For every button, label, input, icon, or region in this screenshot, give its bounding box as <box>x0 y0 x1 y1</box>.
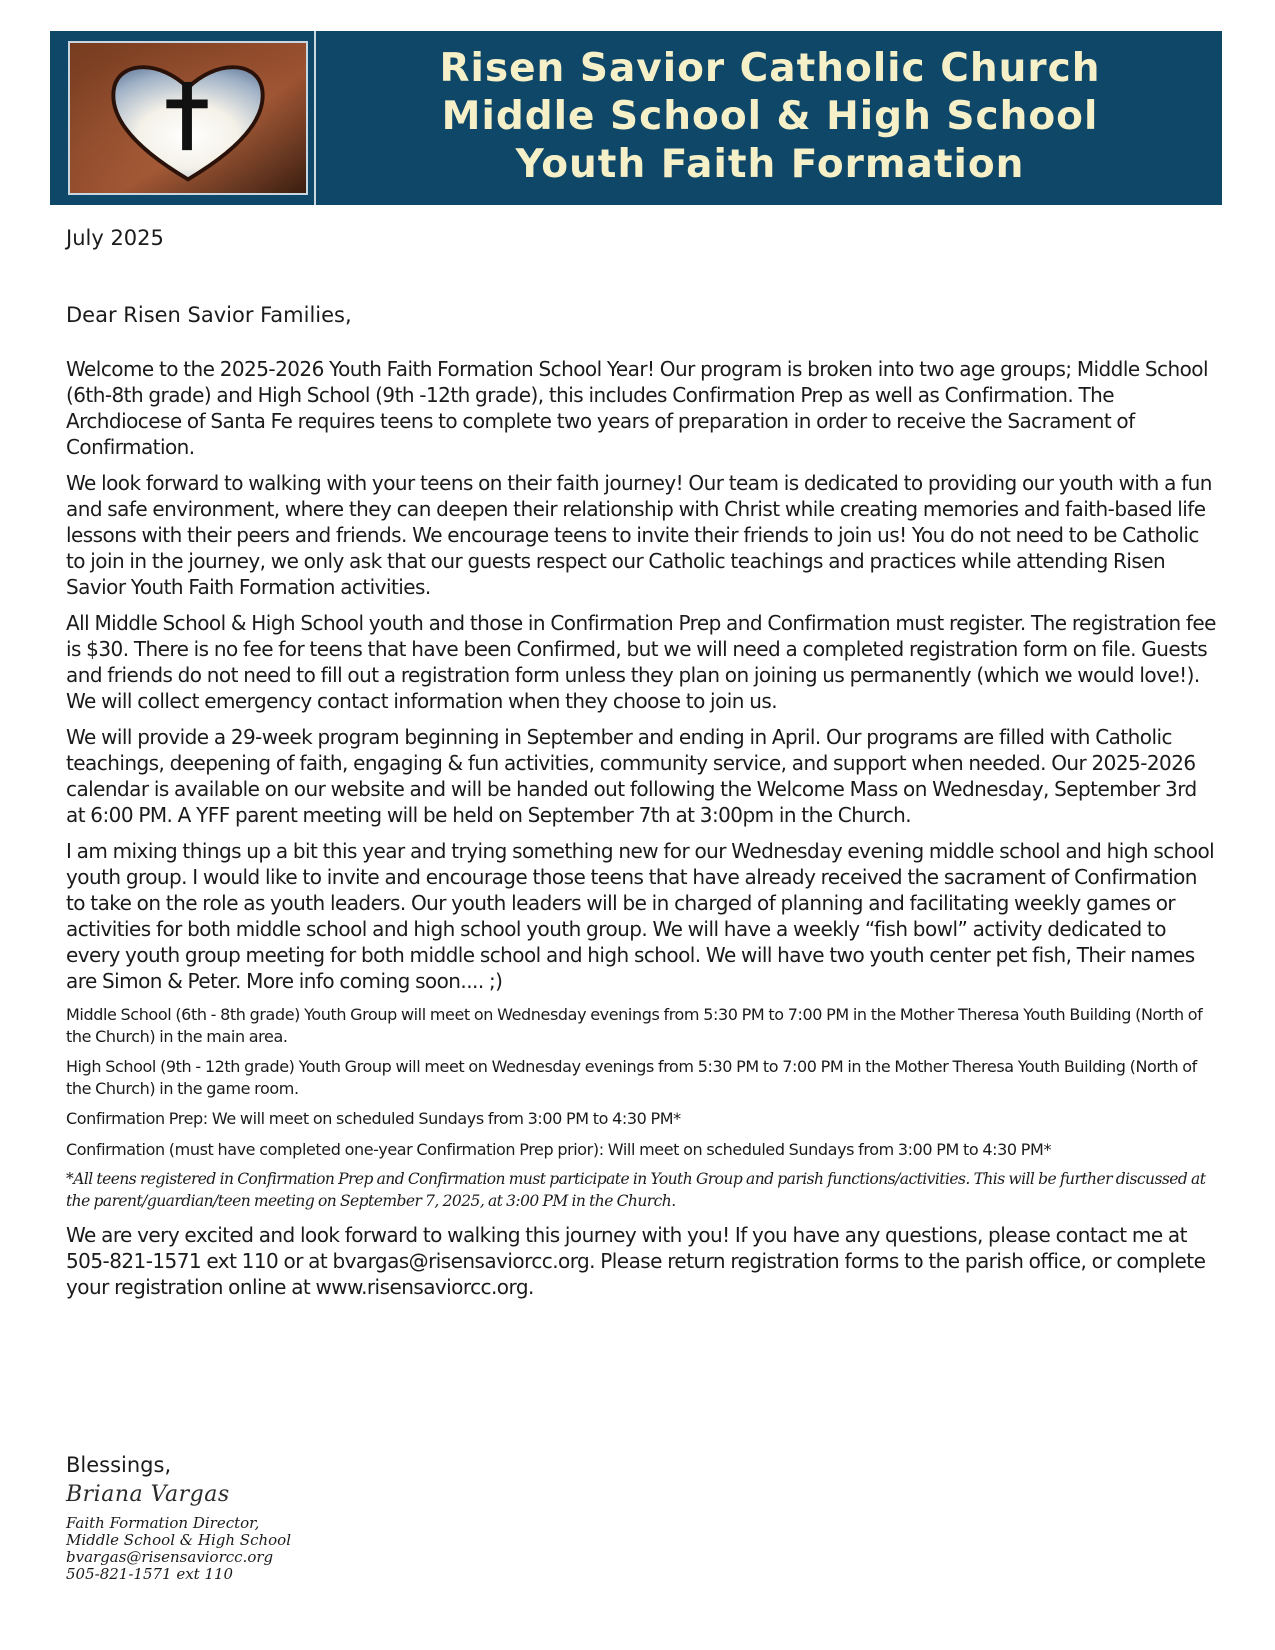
signer-email: bvargas@risensaviorcc.org <box>66 1548 274 1566</box>
salutation: Dear Risen Savior Families, <box>66 303 352 327</box>
schedule-middle-school: Middle School (6th - 8th grade) Youth Group will meet on Wednesday evenings from 5:30 PM to 7:00 PM in the Mother Theresa Youth Building (North of the Church) in the main area. <box>66 1005 1203 1046</box>
paragraph-program: We will provide a 29-week program beginning in September and ending in April. Our programs are filled with Catholic teachings, deepening of faith, engaging & fun activities, community service, and support when needed. Our 2025-2026 calendar is available on our website and will be handed out following the Welcome Mass on Wednesday, September 3rd at 6:00 PM. A YFF parent meeting will be held on September 7th at 3:00pm in the Church. <box>66 725 1197 827</box>
title-line-program: Youth Faith Formation <box>515 142 1025 187</box>
letter-paragraphs <box>66 356 1216 1310</box>
hands-heart-cross-image <box>68 41 308 195</box>
signer-phone: 505-821-1571 ext 110 <box>66 1565 234 1583</box>
schedule-confirmation: Confirmation (must have completed one-year Confirmation Prep prior): Will meet on scheduled Sundays from 3:00 PM to 4:30 PM* <box>66 1139 1052 1159</box>
schedule-high-school: High School (9th - 12th grade) Youth Group will meet on Wednesday evenings from 5:30 PM to 7:00 PM in the Mother Theresa Youth Building (North of the Church) in the game room. <box>66 1057 1197 1098</box>
paragraph-journey: We look forward to walking with your teens on their faith journey! Our team is dedicated to providing our youth with a fun and safe environment, where they can deepen their relationship with Christ while creating memories and faith-based life lessons with their peers and friends. We encourage teens to invite their friends to join us! You do not need to be Catholic to join in the journey, we only ask that our guests respect our Catholic teachings and practices while attending Risen Savior Youth Faith Formation activities. <box>66 471 1212 599</box>
schedule-confirmation-prep: Confirmation Prep: We will meet on scheduled Sundays from 3:00 PM to 4:30 PM* <box>66 1109 681 1128</box>
title-line-schools: Middle School & High School <box>441 94 1099 139</box>
page-title <box>330 45 1210 189</box>
hands-heart-cross-icon <box>70 43 306 193</box>
signature-block <box>66 1515 291 1583</box>
paragraph-closing: We are very excited and look forward to walking this journey with you! If you have any questions, please contact me at 505-821-1571 ext 110 or at bvargas@risensaviorcc.org. Please return registration forms to the parish office, or complete your registration online at www.risensaviorcc.org. <box>66 1223 1206 1299</box>
letter-date: July 2025 <box>66 226 164 250</box>
header-banner <box>50 31 1222 205</box>
banner-divider <box>314 31 316 205</box>
paragraph-registration: All Middle School & High School youth and those in Confirmation Prep and Confirmation must register. The registration fee is $30. There is no fee for teens that have been Confirmed, but we will need a completed registration form on file. Guests and friends do not need to fill out a registration form unless they plan on joining us permanently (which we would love!). We will collect emergency contact information when they choose to join us. <box>66 611 1216 713</box>
paragraph-welcome: Welcome to the 2025-2026 Youth Faith Formation School Year! Our program is broken into two age groups; Middle School (6th-8th grade) and High School (9th -12th grade), this includes Confirmation Prep as well as Confirmation. The Archdiocese of Santa Fe requires teens to complete two years of preparation in order to receive the Sacrament of Confirmation. <box>66 357 1208 459</box>
signature: Briana Vargas <box>66 1482 230 1507</box>
closing: Blessings, <box>66 1453 172 1477</box>
title-line-church: Risen Savior Catholic Church <box>439 46 1101 91</box>
signer-department: Middle School & High School <box>66 1531 291 1549</box>
footnote: *All teens registered in Confirmation Prep and Confirmation must participate in Youth Group and parish functions/activities. This will be further discussed at the parent/guardian/teen meeting on September 7, 2025, at 3:00 PM in the Church. <box>66 1170 1206 1210</box>
signer-title: Faith Formation Director, <box>66 1514 260 1532</box>
paragraph-youth-leaders: I am mixing things up a bit this year and trying something new for our Wednesday evening middle school and high school youth group. I would like to invite and encourage those teens that have already received the sacrament of Confirmation to take on the role as youth leaders. Our youth leaders will be in charged of planning and facilitating weekly games or activities for both middle school and high school youth group. We will have a weekly “fish bowl” activity dedicated to every youth group meeting for both middle school and high school. We will have two youth center pet fish, Their names are Simon & Peter. More info coming soon.... ;) <box>66 839 1215 993</box>
